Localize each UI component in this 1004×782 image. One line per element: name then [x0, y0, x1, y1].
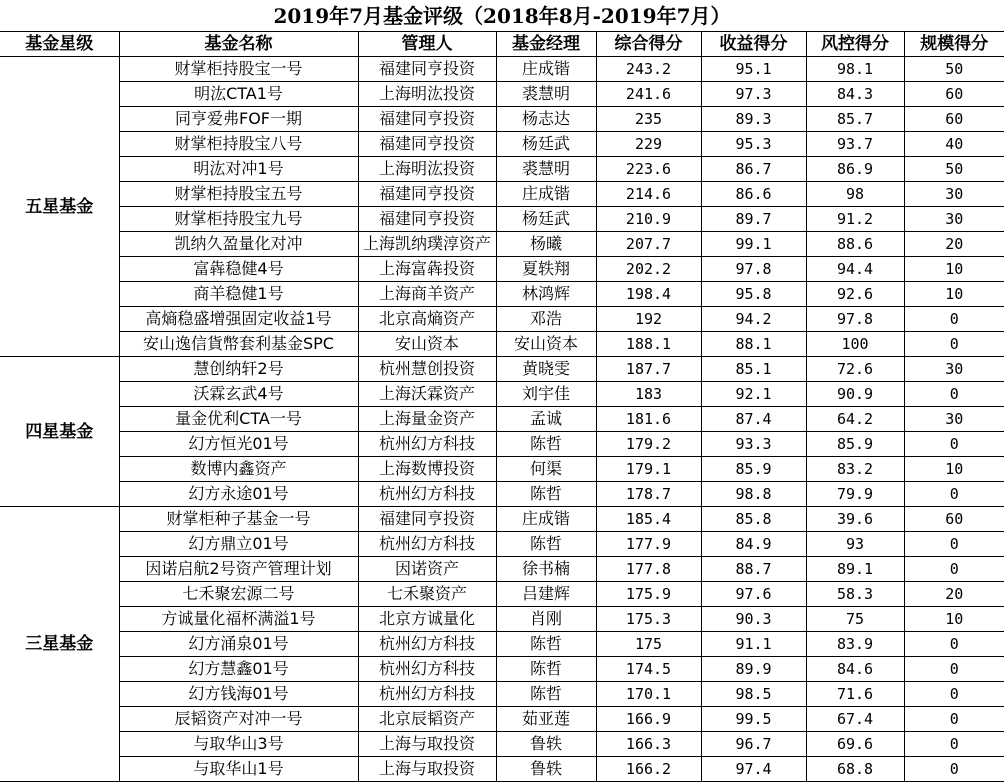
fund-name-cell: 量金优利CTA一号: [119, 407, 358, 432]
manager-cell: 福建同亨投资: [358, 132, 496, 157]
fund-name-cell: 幻方慧鑫01号: [119, 657, 358, 682]
table-row: [0, 282, 1004, 307]
total-score-cell: 187.7: [596, 357, 701, 382]
table-row: [0, 432, 1004, 457]
total-score-cell: 179.2: [596, 432, 701, 457]
manager-cell: 因诺资产: [358, 557, 496, 582]
return-score-cell: 94.2: [701, 307, 806, 332]
fund-name-cell: 商羊稳健1号: [119, 282, 358, 307]
table-row: [0, 757, 1004, 782]
table-row: [0, 132, 1004, 157]
fund-name-cell: 安山逸信貨幣套利基金SPC: [119, 332, 358, 357]
fund-name-cell: 明汯CTA1号: [119, 82, 358, 107]
risk-score-cell: 93: [806, 532, 904, 557]
fund-name-cell: 明汯对冲1号: [119, 157, 358, 182]
manager-cell: 杭州慧创投资: [358, 357, 496, 382]
total-score-cell: 210.9: [596, 207, 701, 232]
table-row: [0, 332, 1004, 357]
fund-name-cell: 财掌柜种子基金一号: [119, 507, 358, 532]
table-row: [0, 57, 1004, 82]
scale-score-cell: 20: [904, 232, 1004, 257]
risk-score-cell: 88.6: [806, 232, 904, 257]
fund-name-cell: 七禾聚宏源二号: [119, 582, 358, 607]
table-row: [0, 182, 1004, 207]
total-score-cell: 235: [596, 107, 701, 132]
manager-cell: 七禾聚资产: [358, 582, 496, 607]
fund-manager-cell: 夏轶翔: [496, 257, 596, 282]
fund-name-cell: 幻方永途01号: [119, 482, 358, 507]
risk-score-cell: 85.9: [806, 432, 904, 457]
tier-label: 三星基金: [0, 507, 119, 782]
risk-score-cell: 85.7: [806, 107, 904, 132]
risk-score-cell: 64.2: [806, 407, 904, 432]
risk-score-cell: 92.6: [806, 282, 904, 307]
fund-manager-cell: 陈哲: [496, 432, 596, 457]
fund-name-cell: 财掌柜持股宝五号: [119, 182, 358, 207]
fund-name-cell: 高熵稳盛增强固定收益1号: [119, 307, 358, 332]
risk-score-cell: 84.3: [806, 82, 904, 107]
return-score-cell: 97.8: [701, 257, 806, 282]
risk-score-cell: 93.7: [806, 132, 904, 157]
risk-score-cell: 83.9: [806, 632, 904, 657]
manager-cell: 上海沃霖资产: [358, 382, 496, 407]
total-score-cell: 223.6: [596, 157, 701, 182]
total-score-cell: 185.4: [596, 507, 701, 532]
header-fund-manager: 基金经理: [496, 32, 596, 57]
fund-manager-cell: 裘慧明: [496, 157, 596, 182]
risk-score-cell: 83.2: [806, 457, 904, 482]
scale-score-cell: 30: [904, 407, 1004, 432]
fund-name-cell: 辰韬资产对冲一号: [119, 707, 358, 732]
table-row: [0, 482, 1004, 507]
header-scale-score: 规模得分: [904, 32, 1004, 57]
scale-score-cell: 10: [904, 257, 1004, 282]
risk-score-cell: 75: [806, 607, 904, 632]
scale-score-cell: 0: [904, 682, 1004, 707]
return-score-cell: 89.9: [701, 657, 806, 682]
return-score-cell: 87.4: [701, 407, 806, 432]
scale-score-cell: 0: [904, 532, 1004, 557]
table-row: [0, 507, 1004, 532]
return-score-cell: 99.1: [701, 232, 806, 257]
total-score-cell: 166.2: [596, 757, 701, 782]
return-score-cell: 96.7: [701, 732, 806, 757]
return-score-cell: 95.8: [701, 282, 806, 307]
manager-cell: 上海商羊资产: [358, 282, 496, 307]
fund-manager-cell: 杨曦: [496, 232, 596, 257]
fund-name-cell: 与取华山1号: [119, 757, 358, 782]
manager-cell: 杭州幻方科技: [358, 532, 496, 557]
manager-cell: 福建同亨投资: [358, 57, 496, 82]
fund-manager-cell: 陈哲: [496, 657, 596, 682]
fund-name-cell: 财掌柜持股宝八号: [119, 132, 358, 157]
total-score-cell: 241.6: [596, 82, 701, 107]
table-body: [0, 57, 1004, 782]
return-score-cell: 91.1: [701, 632, 806, 657]
risk-score-cell: 68.8: [806, 757, 904, 782]
header-manager: 管理人: [358, 32, 496, 57]
table-row: [0, 157, 1004, 182]
fund-name-cell: 幻方涌泉01号: [119, 632, 358, 657]
scale-score-cell: 60: [904, 82, 1004, 107]
table-row: [0, 207, 1004, 232]
return-score-cell: 97.6: [701, 582, 806, 607]
total-score-cell: 178.7: [596, 482, 701, 507]
fund-manager-cell: 裘慧明: [496, 82, 596, 107]
manager-cell: 上海与取投资: [358, 732, 496, 757]
manager-cell: 上海凯纳璞淳资产: [358, 232, 496, 257]
fund-name-cell: 财掌柜持股宝一号: [119, 57, 358, 82]
table-row: [0, 357, 1004, 382]
return-score-cell: 97.3: [701, 82, 806, 107]
risk-score-cell: 98.1: [806, 57, 904, 82]
risk-score-cell: 100: [806, 332, 904, 357]
scale-score-cell: 0: [904, 382, 1004, 407]
fund-name-cell: 数博内鑫资产: [119, 457, 358, 482]
total-score-cell: 192: [596, 307, 701, 332]
return-score-cell: 88.1: [701, 332, 806, 357]
total-score-cell: 198.4: [596, 282, 701, 307]
fund-name-cell: 因诺启航2号资产管理计划: [119, 557, 358, 582]
total-score-cell: 214.6: [596, 182, 701, 207]
total-score-cell: 179.1: [596, 457, 701, 482]
scale-score-cell: 0: [904, 432, 1004, 457]
risk-score-cell: 97.8: [806, 307, 904, 332]
risk-score-cell: 84.6: [806, 657, 904, 682]
risk-score-cell: 86.9: [806, 157, 904, 182]
scale-score-cell: 50: [904, 157, 1004, 182]
fund-name-cell: 方诚量化福杯满溢1号: [119, 607, 358, 632]
total-score-cell: 188.1: [596, 332, 701, 357]
scale-score-cell: 0: [904, 757, 1004, 782]
tier-label: 四星基金: [0, 357, 119, 507]
return-score-cell: 90.3: [701, 607, 806, 632]
risk-score-cell: 71.6: [806, 682, 904, 707]
risk-score-cell: 67.4: [806, 707, 904, 732]
scale-score-cell: 0: [904, 307, 1004, 332]
manager-cell: 福建同亨投资: [358, 207, 496, 232]
fund-manager-cell: 徐书楠: [496, 557, 596, 582]
return-score-cell: 85.1: [701, 357, 806, 382]
return-score-cell: 86.6: [701, 182, 806, 207]
risk-score-cell: 79.9: [806, 482, 904, 507]
total-score-cell: 166.9: [596, 707, 701, 732]
return-score-cell: 89.7: [701, 207, 806, 232]
scale-score-cell: 30: [904, 357, 1004, 382]
manager-cell: 杭州幻方科技: [358, 482, 496, 507]
table-row: [0, 557, 1004, 582]
table-row: [0, 307, 1004, 332]
manager-cell: 福建同亨投资: [358, 182, 496, 207]
total-score-cell: 177.9: [596, 532, 701, 557]
return-score-cell: 85.8: [701, 507, 806, 532]
fund-name-cell: 财掌柜持股宝九号: [119, 207, 358, 232]
table-row: [0, 632, 1004, 657]
total-score-cell: 166.3: [596, 732, 701, 757]
risk-score-cell: 58.3: [806, 582, 904, 607]
header-fund-name: 基金名称: [119, 32, 358, 57]
total-score-cell: 170.1: [596, 682, 701, 707]
total-score-cell: 175.9: [596, 582, 701, 607]
return-score-cell: 86.7: [701, 157, 806, 182]
fund-manager-cell: 庄成锴: [496, 57, 596, 82]
total-score-cell: 175.3: [596, 607, 701, 632]
table-row: [0, 457, 1004, 482]
manager-cell: 安山资本: [358, 332, 496, 357]
fund-name-cell: 幻方钱海01号: [119, 682, 358, 707]
fund-manager-cell: 肖刚: [496, 607, 596, 632]
risk-score-cell: 90.9: [806, 382, 904, 407]
manager-cell: 上海明汯投资: [358, 82, 496, 107]
risk-score-cell: 89.1: [806, 557, 904, 582]
scale-score-cell: 10: [904, 607, 1004, 632]
table-row: [0, 657, 1004, 682]
fund-manager-cell: 杨廷武: [496, 132, 596, 157]
manager-cell: 上海富犇投资: [358, 257, 496, 282]
table-row: [0, 407, 1004, 432]
header-return-score: 收益得分: [701, 32, 806, 57]
fund-name-cell: 幻方恒光01号: [119, 432, 358, 457]
fund-manager-cell: 杨志达: [496, 107, 596, 132]
fund-manager-cell: 陈哲: [496, 632, 596, 657]
risk-score-cell: 72.6: [806, 357, 904, 382]
manager-cell: 杭州幻方科技: [358, 632, 496, 657]
header-row: [0, 32, 1004, 57]
fund-manager-cell: 庄成锴: [496, 182, 596, 207]
return-score-cell: 88.7: [701, 557, 806, 582]
scale-score-cell: 0: [904, 707, 1004, 732]
table-row: [0, 532, 1004, 557]
fund-name-cell: 沃霖玄武4号: [119, 382, 358, 407]
scale-score-cell: 50: [904, 57, 1004, 82]
manager-cell: 福建同亨投资: [358, 107, 496, 132]
total-score-cell: 202.2: [596, 257, 701, 282]
manager-cell: 上海量金资产: [358, 407, 496, 432]
scale-score-cell: 40: [904, 132, 1004, 157]
scale-score-cell: 0: [904, 557, 1004, 582]
table-row: [0, 582, 1004, 607]
risk-score-cell: 91.2: [806, 207, 904, 232]
total-score-cell: 174.5: [596, 657, 701, 682]
scale-score-cell: 30: [904, 207, 1004, 232]
table-row: [0, 707, 1004, 732]
sheet-title: 2019年7月基金评级（2018年8月-2019年7月）: [0, 0, 1004, 32]
fund-manager-cell: 安山资本: [496, 332, 596, 357]
scale-score-cell: 10: [904, 282, 1004, 307]
fund-manager-cell: 孟诚: [496, 407, 596, 432]
manager-cell: 北京方诚量化: [358, 607, 496, 632]
scale-score-cell: 0: [904, 657, 1004, 682]
table-row: [0, 607, 1004, 632]
fund-manager-cell: 林鸿辉: [496, 282, 596, 307]
fund-manager-cell: 鲁轶: [496, 732, 596, 757]
table-row: [0, 682, 1004, 707]
total-score-cell: 181.6: [596, 407, 701, 432]
header-risk-score: 风控得分: [806, 32, 904, 57]
manager-cell: 北京高熵资产: [358, 307, 496, 332]
fund-manager-cell: 陈哲: [496, 482, 596, 507]
fund-manager-cell: 鲁轶: [496, 757, 596, 782]
manager-cell: 上海与取投资: [358, 757, 496, 782]
fund-name-cell: 慧创纳轩2号: [119, 357, 358, 382]
return-score-cell: 95.3: [701, 132, 806, 157]
fund-manager-cell: 庄成锴: [496, 507, 596, 532]
return-score-cell: 99.5: [701, 707, 806, 732]
fund-manager-cell: 邓浩: [496, 307, 596, 332]
return-score-cell: 97.4: [701, 757, 806, 782]
fund-manager-cell: 陈哲: [496, 682, 596, 707]
scale-score-cell: 20: [904, 582, 1004, 607]
fund-name-cell: 幻方鼎立01号: [119, 532, 358, 557]
table-row: [0, 232, 1004, 257]
tier-label: 五星基金: [0, 57, 119, 357]
total-score-cell: 183: [596, 382, 701, 407]
total-score-cell: 175: [596, 632, 701, 657]
total-score-cell: 207.7: [596, 232, 701, 257]
manager-cell: 北京辰韬资产: [358, 707, 496, 732]
scale-score-cell: 60: [904, 507, 1004, 532]
risk-score-cell: 98: [806, 182, 904, 207]
manager-cell: 上海数博投资: [358, 457, 496, 482]
table-row: [0, 257, 1004, 282]
return-score-cell: 85.9: [701, 457, 806, 482]
manager-cell: 杭州幻方科技: [358, 432, 496, 457]
scale-score-cell: 30: [904, 182, 1004, 207]
scale-score-cell: 60: [904, 107, 1004, 132]
risk-score-cell: 39.6: [806, 507, 904, 532]
return-score-cell: 89.3: [701, 107, 806, 132]
fund-name-cell: 富犇稳健4号: [119, 257, 358, 282]
fund-manager-cell: 杨廷武: [496, 207, 596, 232]
fund-name-cell: 同亨爱弗FOF一期: [119, 107, 358, 132]
return-score-cell: 98.5: [701, 682, 806, 707]
manager-cell: 上海明汯投资: [358, 157, 496, 182]
fund-manager-cell: 茹亚莲: [496, 707, 596, 732]
scale-score-cell: 0: [904, 632, 1004, 657]
total-score-cell: 229: [596, 132, 701, 157]
scale-score-cell: 10: [904, 457, 1004, 482]
header-total-score: 综合得分: [596, 32, 701, 57]
header-tier: 基金星级: [0, 32, 119, 57]
fund-manager-cell: 何渠: [496, 457, 596, 482]
fund-manager-cell: 刘宇佳: [496, 382, 596, 407]
manager-cell: 杭州幻方科技: [358, 657, 496, 682]
scale-score-cell: 0: [904, 332, 1004, 357]
total-score-cell: 177.8: [596, 557, 701, 582]
fund-name-cell: 凯纳久盈量化对冲: [119, 232, 358, 257]
manager-cell: 福建同亨投资: [358, 507, 496, 532]
table-row: [0, 82, 1004, 107]
risk-score-cell: 94.4: [806, 257, 904, 282]
return-score-cell: 92.1: [701, 382, 806, 407]
table-row: [0, 107, 1004, 132]
fund-manager-cell: 吕建辉: [496, 582, 596, 607]
table-row: [0, 732, 1004, 757]
return-score-cell: 98.8: [701, 482, 806, 507]
manager-cell: 杭州幻方科技: [358, 682, 496, 707]
fund-rating-table: [0, 32, 1004, 782]
fund-name-cell: 与取华山3号: [119, 732, 358, 757]
return-score-cell: 93.3: [701, 432, 806, 457]
table-row: [0, 382, 1004, 407]
return-score-cell: 95.1: [701, 57, 806, 82]
scale-score-cell: 0: [904, 732, 1004, 757]
fund-manager-cell: 陈哲: [496, 532, 596, 557]
scale-score-cell: 0: [904, 482, 1004, 507]
risk-score-cell: 69.6: [806, 732, 904, 757]
return-score-cell: 84.9: [701, 532, 806, 557]
fund-manager-cell: 黄晓雯: [496, 357, 596, 382]
total-score-cell: 243.2: [596, 57, 701, 82]
